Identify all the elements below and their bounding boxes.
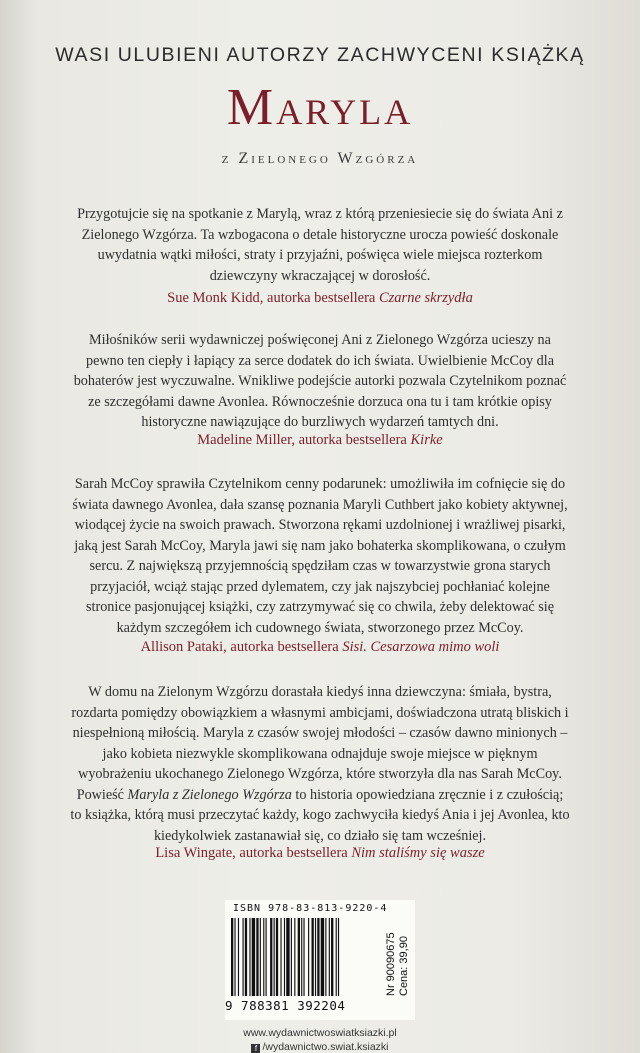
review-blurb-4 [70,682,570,846]
barcode-bar [245,918,247,996]
barcode-bar [260,918,261,996]
barcode-bar [291,918,292,996]
facebook-handle: /wydawnictwo.swiat.ksiazki [262,1041,389,1053]
barcode-bar [317,918,319,996]
barcode-bar [336,918,337,996]
barcode-bar [276,918,278,996]
review-attribution-2 [60,432,580,449]
barcode-label [225,900,415,1020]
facebook-icon: f [251,1044,260,1053]
barcode-bar [249,918,250,996]
barcode-bar [274,918,275,996]
review-author: Sue Monk Kidd, autorka bestsellera [167,290,376,306]
barcode-bars [229,918,379,996]
barcode-bar [286,918,289,996]
book-title: Maryla [226,79,414,136]
review-book: Kirke [410,432,443,448]
barcode-bar [284,918,285,996]
price-info [385,932,411,996]
review-book: Sisi. Cesarzowa mimo woli [342,639,500,655]
review-text: Sarah McCoy sprawiła Czytelnikom cenny podarunek: umożliwiła im cofnięcie się do świata dawnego Avonlea, dała szansę poznania Maryli Cuthbert jako kobiety aktywnej, wiodącej życie na swoich prawach. Stworzona rękami uzdolnionej i wrażliwej pisarki, jaką jest Sarah McCoy, Maryla jawi się nam jako bohaterka skomplikowana, o czułym sercu. Z największą przyjemnością spędziłam czas w towarzystwie grona starych przyjaciół, wciąż stając przed dylematem, czy jak najszybciej pochłaniać kolejne stronice pasjonującej książki, czy zatrzymywać się co chwila, żeby delektować się każdym szczegółem ich cudownego świata, stworzonego przez McCoy. [72,476,568,636]
tagline: WASI ULUBIENI AUTORZY ZACHWYCENI KSIĄŻKĄ [55,44,585,66]
review-author: Allison Pataki, autorka bestsellera [140,639,339,655]
barcode-bar [231,918,233,996]
barcode-bar [263,918,264,996]
barcode-bar [301,918,302,996]
review-blurb-1 [70,204,570,286]
isbn-text: ISBN 978-83-813-9220-4 [233,903,388,914]
order-number: Nr 90090675 [385,932,397,996]
barcode-bar [280,918,281,996]
barcode-bar [331,918,333,996]
review-attribution-4 [60,845,580,862]
review-blurb-2 [70,330,570,433]
barcode-bar [243,918,244,996]
barcode-bar [338,918,339,996]
barcode-bar [266,918,267,996]
review-text [70,682,570,846]
review-text: Miłośników serii wydawniczej poświęconej Ani z Zielonego Wzgórza ucieszy na pewno ten ciepły i łapiący za serce dodatek do ich świata. Uwielbienie McCoy dla bohaterów jest wyczuwalne. Wnikliwe podejście autorki pozwala Czytelnikom poznać ze szczegółami dawne Avonlea. Równocześnie dorzuca ona tu i tam krótkie opisy historyczne nawiązujące do burzliwych wydarzeń tamtych dni. [73,332,567,430]
review-book: Czarne skrzydła [378,290,473,306]
publisher-facebook [0,1041,640,1053]
barcode-bar [298,918,300,996]
review-author: Lisa Wingate, autorka bestsellera [155,845,348,861]
barcode-bar [270,918,272,996]
barcode-bar [256,918,258,996]
barcode-bar [252,918,255,996]
publisher-website: www.wydawnictwoswiatksiazki.pl [243,1027,397,1039]
review-attribution-1 [60,290,580,307]
barcode-bar [238,918,239,996]
barcode-bar [312,918,314,996]
book-subtitle: z Zielonego Wzgórza [221,150,419,167]
barcode-bar [321,918,324,996]
review-text-part: to historia opowiedziana zręcznie i z czułością; to książka, którą musi przeczytać każdy, kogo zachwyciła kiedyś Ania i jej Avonlea, kto kiedykolwiek zastanawiał się, co działo się tam wcześniej. [70,786,570,844]
review-book: Nim staliśmy się wasze [351,845,485,861]
review-attribution-3 [60,639,580,656]
review-author: Madeline Miller, autorka bestsellera [197,432,407,448]
barcode-bar [325,918,326,996]
barcode-bar [329,918,330,996]
review-text-part: W domu na Zielonym Wzgórzu dorastała kiedyś inna dziewczyna: śmiała, bystra, rozdarta pomiędzy obowiązkiem a własnymi ambicjami, doświadczona utratą bliskich i niespełnioną miłością. Maryla z czasów swojej młodości – czasów dawno minionych – jako kobieta niezwykle skomplikowana odnajduje swoje miejsce w pięknym wyobrażeniu ukochanego Zielonego Wzgórza, które stworzyła dla nas Sarah McCoy. Powieść [71,684,569,803]
barcode-bar [315,918,316,996]
barcode-bar [294,918,295,996]
barcode-bar [303,918,304,996]
review-text: Przygotujcie się na spotkanie z Marylą, wraz z którą przeniesiecie się do świata Ani z Zielonego Wzgórza. Ta wzbogacona o detale historyczne urocza powieść doskonale uwydatnia wątki miłości, straty i przyjaźni, poświęca wiele miejsca rozterkom dziewczyny wkraczającej w dorosłość. [77,206,563,284]
barcode-bar [308,918,309,996]
price: Cena: 39,90 [398,936,410,996]
review-blurb-3 [70,474,570,638]
barcode-bar [234,918,235,996]
barcode-digits: 9 788381 392204 [225,998,346,1013]
review-text-book-title: Maryla z Zielonego Wzgórza [127,786,292,803]
